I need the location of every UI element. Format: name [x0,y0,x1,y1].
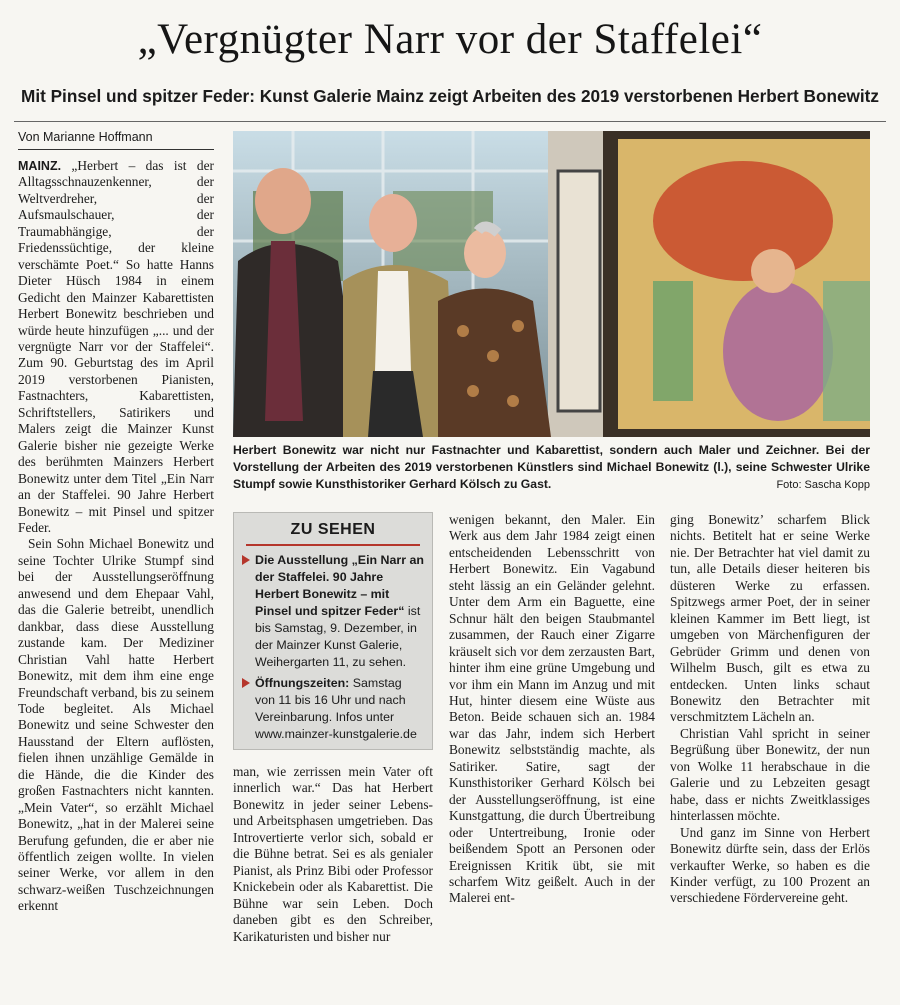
photo-caption [233,442,870,494]
opening-hours-label: Öffnungszeiten: [255,676,350,690]
paragraph [18,158,214,536]
article-subheadline: Mit Pinsel und spitzer Feder: Kunst Galerie Mainz zeigt Arbeiten des 2019 verstorbenen Herbert Bonewitz [21,86,879,106]
article-photo [233,131,870,437]
paragraph: Und ganz im Sinne von Herbert Bonewitz dürfte sein, dass der Erlös verkaufter Werke, so haben es die Kinder verfügt, zu 100 Prozent an verschiedene Fördervereine geht. [670,824,870,906]
opening-hours-text: Samstag von 11 bis 16 Uhr und nach Vereinbarung. Infos unter www.mainzer-kunstgalerie.de [255,676,417,741]
photo-illustration [233,131,870,437]
paragraph: Sein Sohn Michael Bonewitz und seine Tochter Ulrike Stumpf sind bei der Ausstellungseröffnung anwesend und dem Ehepaar Vahl, das die Galerie betreibt, unendlich dankbar, dass diese Ausstellung zustande kam. Der Mediziner Christian Vahl hatte Herbert Bonewitz, mit dem ihm eine enge Freundschaft verband, bis zu seinem Tode begleitet. Als Michael Bonewitz und seine Schwester den Hausstand der Eltern auflösten, fielen ihnen unzählige Gemälde in die Hände, die die Kinder des großen Fastnachters nicht kannten. „Mein Vater“, so erzählt Michael Bonewitz, „hat in der Malerei seine Berufung gefunden, die er aber nie öffentlich zeigen wollte. In vielen seiner Werke, vor allem in den schwarz-weißen Tuschzeichnungen erkennt [18,536,214,914]
article-column-1 [18,158,214,988]
triangle-bullet-icon [242,555,250,565]
byline: Von Marianne Hoffmann [18,130,153,144]
caption-text: Herbert Bonewitz war nicht nur Fastnachter und Kabarettist, sondern auch Maler und Zeichner. Bei der Vorstellung der Arbeiten des 2019 verstorbenen Künstlers sind Michael Bonewitz (l.), seine Schwester Ulrike Stumpf sowie Kunsthistoriker Gerhard Kölsch zu Gast. [233,443,870,491]
photo-credit: Foto: Sascha Kopp [776,479,870,491]
info-box-item [242,675,424,743]
dateline: MAINZ. [18,159,62,173]
info-box [233,512,433,750]
article-column-4 [670,512,870,988]
triangle-bullet-icon [242,678,250,688]
info-box-item [242,552,424,671]
exhibition-title: Die Ausstellung „Ein Narr an der Staffelei. 90 Jahre Herbert Bonewitz – mit Pinsel und spitzer Feder“ [255,553,424,618]
byline-divider [18,149,214,150]
info-box-divider [246,544,420,546]
exhibition-details: ist bis Samstag, 9. Dezember, in der Mainzer Kunst Galerie, Weihergarten 11, zu sehen. [255,604,421,669]
paragraph: ging Bonewitz’ scharfem Blick nichts. Betitelt hat er seine Werke nie. Der Betrachter hat viel damit zu tun, alle Details dieser heiteren bis düsteren Werke zu erfassen. Spitzwegs armer Poet, der in seiner kleinen Kammer im Bett liegt, ist umgeben von Märchenfiguren der Gebrüder Grimm und denen von Wilhelm Busch, gilt es etwa zu entdecken. Unten links schaut Bonewitz den Betrachter mit verschmitztem Lächeln an. [670,512,870,725]
article-column-3 [449,512,655,988]
paragraph: Christian Vahl spricht in seiner Begrüßung über Bonewitz, der nun von Wolke 11 herabschaue in die Galerie und zu Lebzeiten gesagt habe, dass er nichts Zweitklassiges hinterlassen möchte. [670,725,870,824]
paragraph: wenigen bekannt, den Maler. Ein Werk aus dem Jahr 1984 zeigt einen entscheidenden Lebensschritt von Herbert Bonewitz. Ein Vagabund steht lässig an ein Geländer gelehnt. Unter dem Arm ein Baguette, eine Schnur hält den beigen Staubmantel zusammen, der Rauch einer Zigarre kräuselt sich vor dem zerzausten Bart, hinter ihm eine grüne Umgebung und vor ihm ein Mann im Anzug und mit Hut, hinter diesem eine Wüste aus Beton. Beide schauen sich an. 1984 war das Jahr, indem sich Herbert Bonewitz selbstständig machte, als Satiriker. Satire, sagt der Kunsthistoriker Gerhard Kölsch bei der Ausstellungseröffnung, ist eine Kunstgattung, die durch Übertreibung oder Untertreibung, Ironie oder beißendem Spott an Personen oder Ereignissen Kritik übt, sie mit scharfem Witz geißelt. Auch in der Malerei ent- [449,512,655,906]
info-box-title: ZU SEHEN [290,521,376,538]
paragraph: man, wie zerrissen mein Vater oft innerlich war.“ Das hat Herbert Bonewitz in jeder seiner Lebens- und Arbeitsphasen umgetrieben. Das Introvertierte verlor sich, sobald er die Bühne betrat. Sei es als genialer Pianist, als Prinz Bibi oder Professor Knickebein oder als Kabarettist. Die Bühne war sein Leben. Doch daneben gibt es den Schreiber, Karikaturisten und bisher nur [233,764,433,944]
divider [14,121,886,122]
paragraph-text: „Herbert – das ist der Alltagsschnauzenkenner, der Weltverdreher, der Aufsmaulschauer, der Traumabhängige, der Friedenssüchtige, der kleine verschämte Poet.“ So hatte Hanns Dieter Hüsch 1984 in einem Gedicht den Mainzer Kabarettisten Herbert Bonewitz beschrieben und würde heute hinzufügen „... und der vergnügte Narr vor der Staffelei“. Zum 90. Geburtstag des im April 2019 verstorbenen Pianisten, Fastnachters, Kabarettisten, Schriftstellers, Satirikers und Malers zeigt die Mainzer Kunst Galerie bisher nie gezeigte Werke des berühmten Mainzers Herbert Bonewitz unter dem Titel „Ein Narr an der Staffelei. 90 Jahre Herbert Bonewitz – mit Pinsel und spitzer Feder. [18,158,214,535]
article-column-2 [233,764,433,988]
article-headline: „Vergnügter Narr vor der Staffelei“ [137,16,763,63]
